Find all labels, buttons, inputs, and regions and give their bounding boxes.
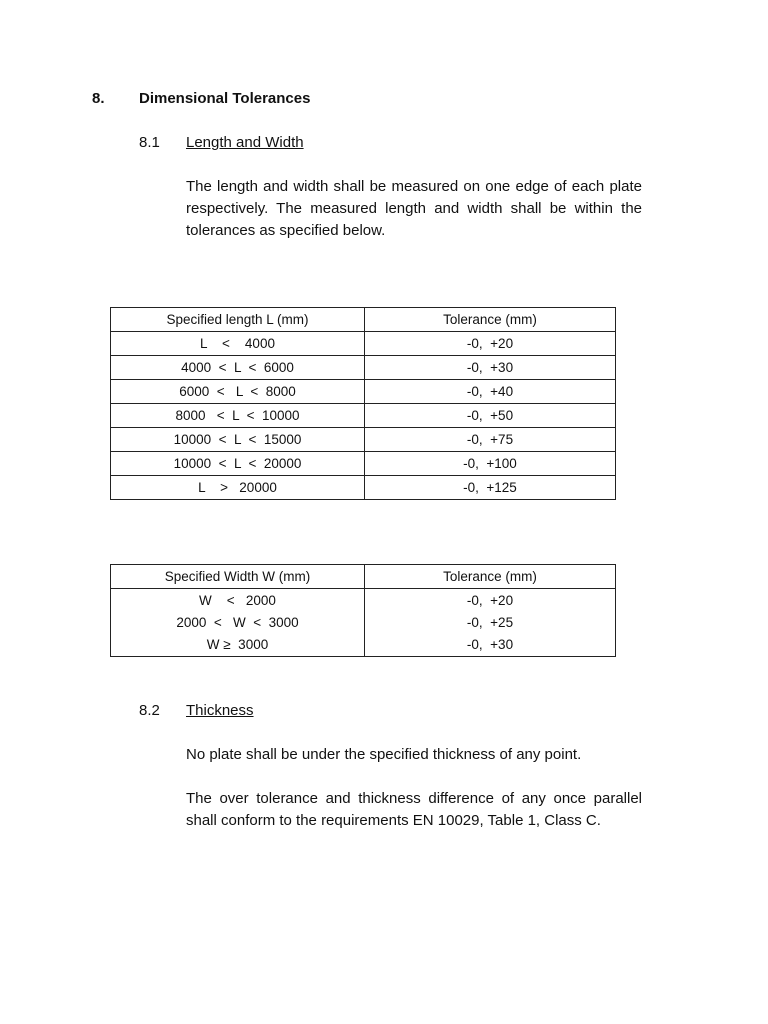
length-range-cell: L > 20000 [111,476,365,500]
thickness-paragraph-1: No plate shall be under the specified thickness of any point. [186,746,582,763]
length-tolerance-table [110,307,616,500]
length-range-cell: 10000 < L < 20000 [111,452,365,476]
width-range-line: W ≥ 3000 [206,637,269,652]
width-range-cell [111,589,365,657]
length-range-cell: L < 4000 [111,332,365,356]
length-width-paragraph: The length and width shall be measured on one edge of each plate respectively. The measured length and width shall be within the tolerances as specified below. [186,178,642,239]
table-header-cell: Tolerance (mm) [365,565,616,589]
tolerance-cell: -0, +50 [365,404,616,428]
table-row [111,428,616,452]
length-range-cell: 8000 < L < 10000 [111,404,365,428]
table-header-cell: Specified length L (mm) [111,308,365,332]
table-row [111,404,616,428]
width-tolerance-table [110,564,616,657]
subsection-8-1-number: 8.1 [139,134,160,151]
tolerance-line: -0, +30 [466,637,514,652]
thickness-paragraph-2: The over tolerance and thickness difference of any once parallel shall conform to the requirements EN 10029, Table 1, Class C. [186,790,642,829]
table-row [111,476,616,500]
table-row [111,589,616,657]
section-number: 8. [92,90,105,107]
length-range-cell: 10000 < L < 15000 [111,428,365,452]
table-row [111,380,616,404]
table-row [111,332,616,356]
table-row [111,452,616,476]
table-header-cell: Specified Width W (mm) [111,565,365,589]
subsection-8-1-title: Length and Width [186,134,304,151]
width-range-line: 2000 < W < 3000 [176,615,299,630]
subsection-8-2-number: 8.2 [139,702,160,719]
tolerance-cell: -0, +20 [365,332,616,356]
width-range-line: W < 2000 [199,593,276,608]
tolerance-cell: -0, +40 [365,380,616,404]
tolerance-line: -0, +20 [466,593,514,608]
tolerance-cell [365,589,616,657]
tolerance-cell: -0, +30 [365,356,616,380]
table-header-cell: Tolerance (mm) [365,308,616,332]
tolerance-cell: -0, +100 [365,452,616,476]
tolerance-cell: -0, +75 [365,428,616,452]
length-range-cell: 6000 < L < 8000 [111,380,365,404]
table-row [111,356,616,380]
section-title: Dimensional Tolerances [139,90,311,107]
table-header-row [111,308,616,332]
length-range-cell: 4000 < L < 6000 [111,356,365,380]
subsection-8-2-title: Thickness [186,702,254,719]
table-header-row [111,565,616,589]
tolerance-cell: -0, +125 [365,476,616,500]
tolerance-line: -0, +25 [466,615,514,630]
